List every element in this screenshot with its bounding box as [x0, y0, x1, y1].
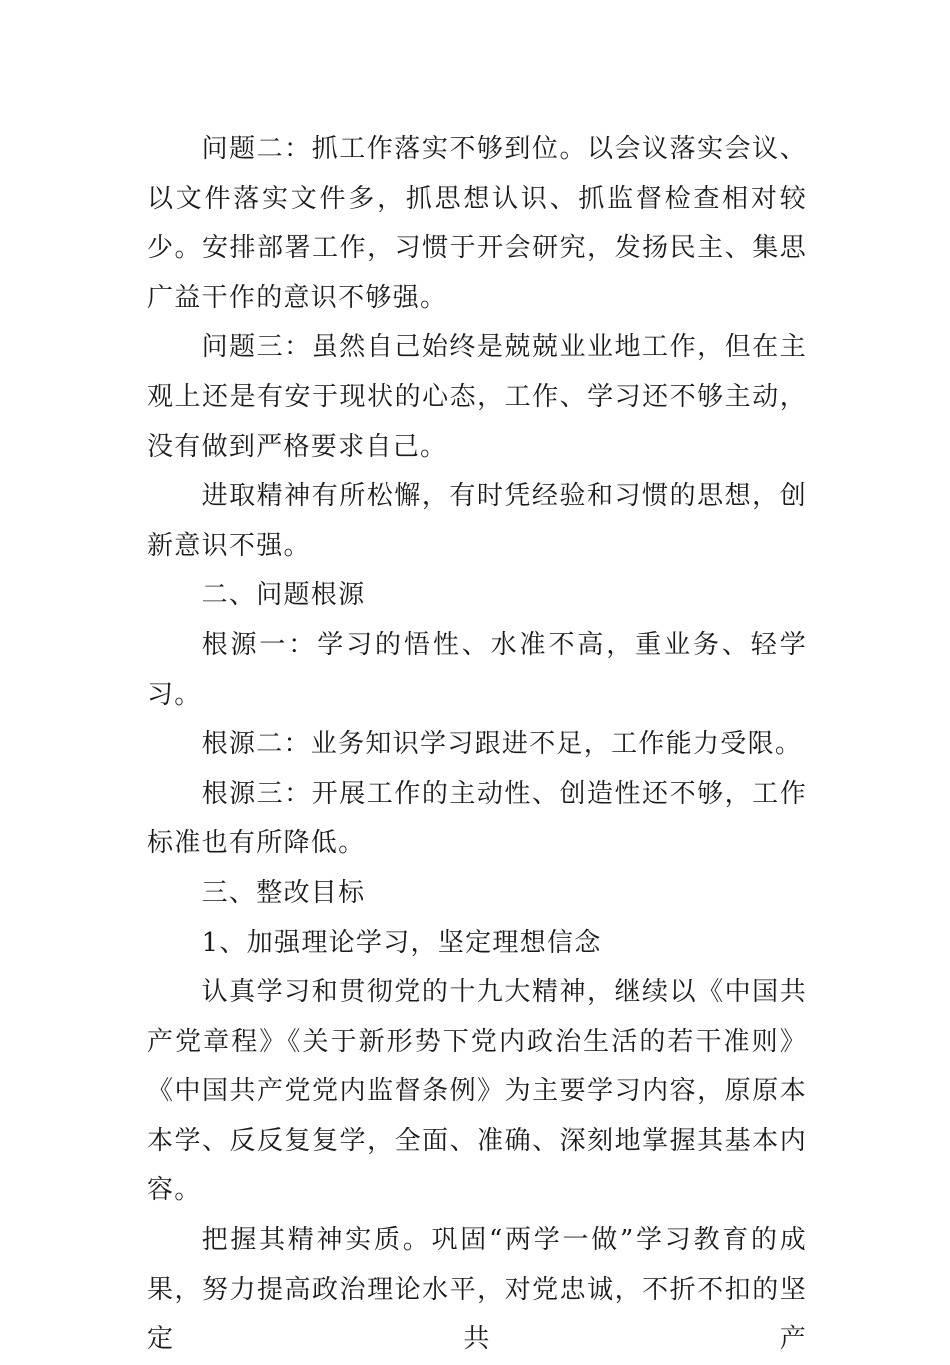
- paragraph-study-content: 认真学习和贯彻党的十九大精神，继续以《中国共产党章程》《关于新形势下党内政治生活的若干准则》《中国共产党党内监督条例》为主要学习内容，原原本本学、反反复复学，全面、准确、深刻地掌握其基本内容。: [147, 977, 807, 1206]
- paragraph-problem-three: 问题三：虽然自己始终是兢兢业业地工作，但在主观上还是有安于现状的心态，工作、学习还不够主动，没有做到严格要求自己。: [147, 332, 807, 462]
- paragraph-grasp-essence: 把握其精神实质。巩固“两学一做”学习教育的成果，努力提高政治理论水平，对党忠诚，不折不扣的坚定共产: [147, 1225, 807, 1355]
- paragraph-enterprising-spirit: 进取精神有所松懈，有时凭经验和习惯的思想，创新意识不强。: [147, 481, 807, 561]
- document-body: [147, 125, 807, 1365]
- paragraph-root-cause-one: 根源一：学习的悟性、水准不高，重业务、轻学习。: [147, 629, 807, 710]
- paragraph-root-cause-two: 根源二：业务知识学习跟进不足，工作能力受限。: [201, 729, 803, 760]
- section-heading-rectification-goals: 三、整改目标: [201, 877, 366, 908]
- paragraph-problem-two: 问题二：抓工作落实不够到位。以会议落实会议、以文件落实文件多，抓思想认识、抓监督检查相对较少。安排部署工作，习惯于开会研究，发扬民主、集思广益干作的意识不够强。: [147, 134, 807, 313]
- section-heading-root-causes: 二、问题根源: [201, 580, 366, 611]
- subheading-theory-study: 1、加强理论学习，坚定理想信念: [201, 927, 602, 958]
- paragraph-root-cause-three: 根源三：开展工作的主动性、创造性还不够，工作标准也有所降低。: [147, 778, 807, 859]
